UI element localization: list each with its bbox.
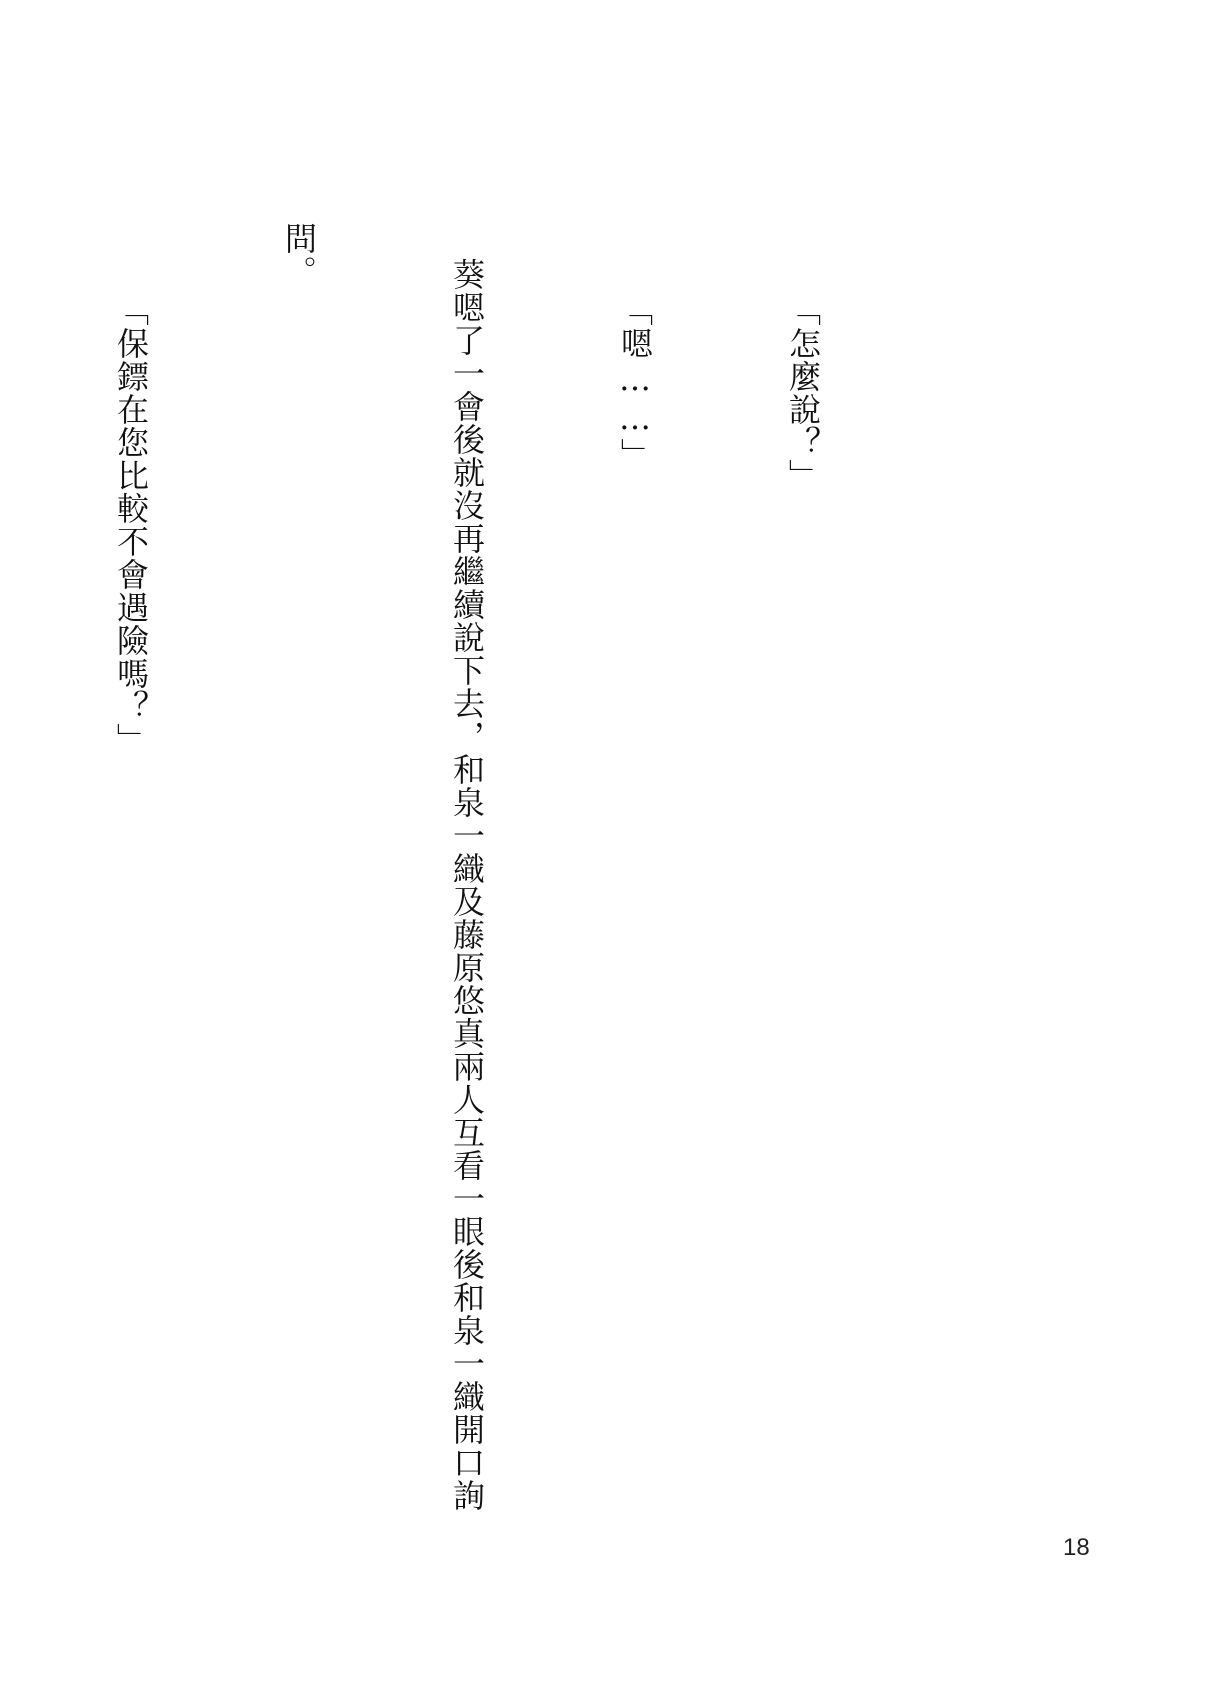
page-number: 18	[1063, 1534, 1090, 1561]
text-column-4: 問。	[280, 222, 318, 288]
text-column-5: 「保鏢在您比較不會遇險嗎？」	[112, 294, 150, 756]
text-column-3: 葵嗯了一會後就沒再繼續說下去，和泉一織及藤原悠真兩人互看一眼後和泉一織開口詢	[448, 258, 486, 1512]
text-column-2: 「嗯……」	[616, 294, 654, 471]
vertical-text-body	[0, 222, 943, 1512]
text-column-1: 「怎麼說？」	[784, 294, 822, 492]
